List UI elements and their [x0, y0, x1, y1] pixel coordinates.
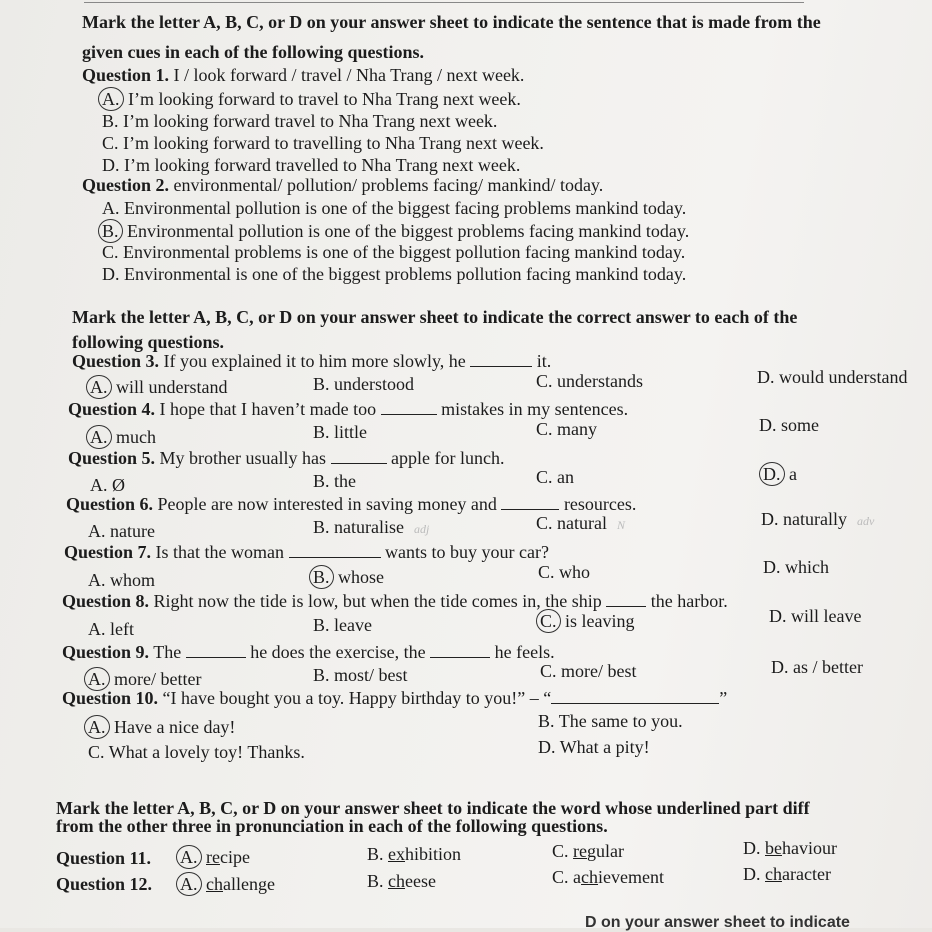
- q6-option-c: C. natural N: [536, 513, 626, 533]
- handwritten-note: adj: [414, 522, 430, 536]
- answer-blank: [186, 643, 246, 658]
- q5-option-a: A. Ø: [90, 475, 125, 495]
- question-8: Question 8. Right now the tide is low, but when the tide comes in, the ship the harbor.: [62, 591, 728, 611]
- q1-option-b: B. I’m looking forward travel to Nha Trang next week.: [102, 111, 498, 131]
- q3-option-d: D. would understand: [757, 367, 908, 387]
- q11-option-b: B. exhibition: [367, 844, 462, 864]
- q7-option-b: B. whose: [313, 565, 384, 589]
- answer-circle: B.: [98, 219, 123, 243]
- q7-option-a: A. whom: [88, 570, 155, 590]
- q11-option-c: C. regular: [552, 841, 624, 861]
- answer-circle: A.: [84, 667, 110, 691]
- q3-option-b: B. understood: [313, 374, 415, 394]
- answer-circle: A.: [176, 872, 202, 896]
- q9-option-a: A. more/ better: [88, 667, 201, 691]
- q3-option-c: C. understands: [536, 371, 643, 391]
- q2-option-a: A. Environmental pollution is one of the biggest facing problems mankind today.: [102, 198, 687, 218]
- answer-circle: A.: [86, 375, 112, 399]
- question-9: Question 9. The he does the exercise, the he feels.: [62, 642, 555, 662]
- q7-option-c: C. who: [538, 562, 591, 582]
- answer-circle: A.: [84, 715, 110, 739]
- q12-option-a: A. challenge: [180, 872, 275, 896]
- q8-option-b: B. leave: [313, 615, 372, 635]
- q9-option-d: D. as / better: [771, 657, 863, 677]
- section3-instruction-line1: Mark the letter A, B, C, or D on your answer sheet to indicate the word whose underlined part diff: [56, 798, 810, 818]
- q1-option-a: A. I’m looking forward to travel to Nha Trang next week.: [102, 87, 521, 111]
- q8-option-a: A. left: [88, 619, 134, 639]
- answer-blank: [430, 643, 490, 658]
- q8-option-c: C. is leaving: [540, 609, 635, 633]
- answer-blank: [289, 543, 381, 558]
- q10-option-d: D. What a pity!: [538, 737, 650, 757]
- section2-instruction-line1: Mark the letter A, B, C, or D on your answer sheet to indicate the correct answer to each of the: [72, 307, 798, 327]
- question-4: Question 4. I hope that I haven’t made too mistakes in my sentences.: [68, 399, 629, 419]
- q9-option-c: C. more/ best: [540, 661, 637, 681]
- q5-option-d: D. a: [763, 462, 797, 486]
- q10-option-a: A. Have a nice day!: [88, 715, 235, 739]
- q5-option-b: B. the: [313, 471, 357, 491]
- q1-option-d: D. I’m looking forward travelled to Nha Trang next week.: [102, 155, 521, 175]
- top-rule: [84, 2, 804, 3]
- q8-option-d: D. will leave: [769, 606, 862, 626]
- q4-option-a: A. much: [90, 425, 156, 449]
- question-3: Question 3. If you explained it to him more slowly, he it.: [72, 351, 552, 371]
- answer-circle: C.: [536, 609, 561, 633]
- question-7: Question 7. Is that the woman wants to buy your car?: [64, 542, 549, 562]
- answer-circle: A.: [176, 845, 202, 869]
- question-10: Question 10. “I have bought you a toy. Happy birthday to you!” – “ ”: [62, 688, 728, 708]
- q6-option-a: A. nature: [88, 521, 155, 541]
- q12-option-b: B. cheese: [367, 871, 436, 891]
- q10-option-b: B. The same to you.: [538, 711, 683, 731]
- q4-option-b: B. little: [313, 422, 368, 442]
- q11-option-a: A. recipe: [180, 845, 250, 869]
- q4-option-d: D. some: [759, 415, 819, 435]
- section1-instruction-line1: Mark the letter A, B, C, or D on your answer sheet to indicate the sentence that is made from the: [82, 12, 821, 32]
- q7-option-d: D. which: [763, 557, 829, 577]
- section2-instruction-line2: following questions.: [72, 332, 225, 352]
- answer-blank: [331, 449, 387, 464]
- q12-option-c: C. achievement: [552, 867, 664, 887]
- question-6: Question 6. People are now interested in saving money and resources.: [66, 494, 637, 514]
- question-label: Question 1.: [82, 65, 170, 85]
- q11-option-d: D. behaviour: [743, 838, 837, 858]
- answer-blank: [551, 689, 719, 704]
- question-text: environmental/ pollution/ problems facing/ mankind/ today.: [173, 175, 604, 195]
- q2-option-b: B. Environmental pollution is one of the biggest problems facing mankind today.: [102, 219, 689, 243]
- answer-circle: B.: [309, 565, 334, 589]
- answer-blank: [381, 400, 437, 415]
- answer-circle: A.: [98, 87, 124, 111]
- cut-off-footer-text: D on your answer sheet to indicate: [585, 914, 850, 931]
- question-text: I / look forward / travel / Nha Trang / next week.: [173, 65, 525, 85]
- q4-option-c: C. many: [536, 419, 598, 439]
- q5-option-c: C. an: [536, 467, 575, 487]
- handwritten-note: N: [617, 518, 626, 532]
- q9-option-b: B. most/ best: [313, 665, 408, 685]
- answer-blank: [470, 352, 532, 367]
- question-2: [82, 174, 603, 196]
- section1-instruction-line2: given cues in each of the following questions.: [82, 42, 425, 62]
- q3-option-a: A. will understand: [90, 375, 227, 399]
- answer-circle: A.: [86, 425, 112, 449]
- question-12-label: Question 12.: [56, 874, 153, 894]
- q2-option-c: C. Environmental problems is one of the biggest pollution facing mankind today.: [102, 242, 686, 262]
- question-5: Question 5. My brother usually has apple for lunch.: [68, 448, 505, 468]
- q2-option-d: D. Environmental is one of the biggest problems pollution facing mankind today.: [102, 264, 687, 284]
- q12-option-d: D. character: [743, 864, 831, 884]
- question-11-label: Question 11.: [56, 848, 152, 868]
- handwritten-note: adv: [856, 514, 875, 528]
- q6-option-b: B. naturalise adj: [313, 517, 430, 537]
- q6-option-d: D. naturally adv: [761, 509, 875, 529]
- question-1: [82, 64, 524, 86]
- answer-blank: [606, 592, 646, 607]
- answer-circle: D.: [759, 462, 785, 486]
- question-label: Question 2.: [82, 175, 170, 195]
- q1-option-c: C. I’m looking forward to travelling to Nha Trang next week.: [102, 133, 544, 153]
- answer-blank: [501, 495, 559, 510]
- section3-instruction-line2: from the other three in pronunciation in each of the following questions.: [56, 816, 608, 836]
- q10-option-c: C. What a lovely toy! Thanks.: [88, 742, 305, 762]
